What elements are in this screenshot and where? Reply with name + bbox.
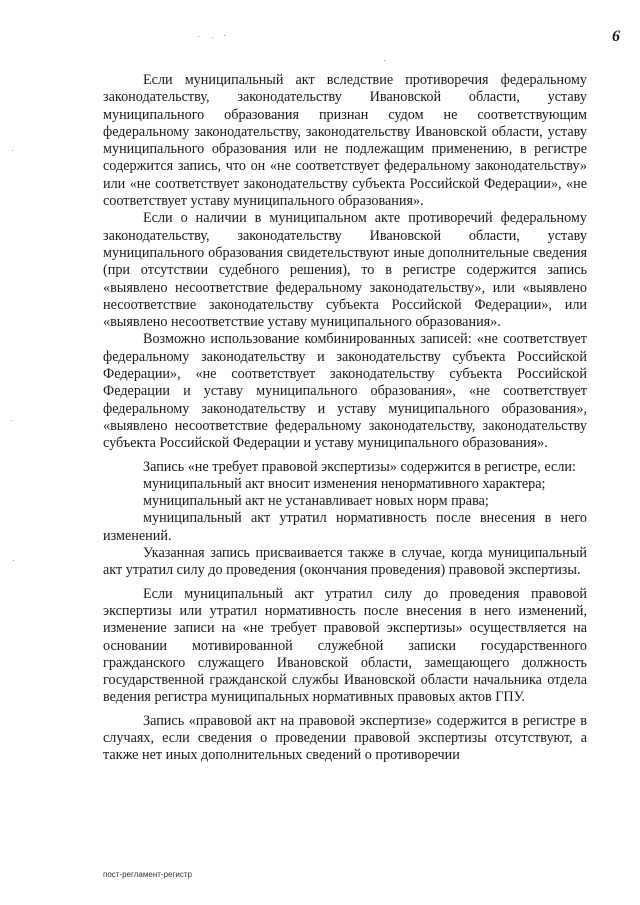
paragraph-additional-info: Если о наличии в муниципальном акте противоречий федеральному законодательству, законодательству Ивановской области, уставу муниципального образования свидетельствуют иные дополнительные сведения (при отсутствии судебного решения), то в регистре содержится запись «выявлено несоответствие федеральному законодательству», или «выявлено несоответствие законодательству субъекта Российской Федерации», или «выявлено несоответствие уставу муниципального образования». [103, 210, 587, 331]
scan-speck [384, 60, 385, 61]
document-footer: пост-регламент-регистр [103, 870, 192, 879]
scan-speck [224, 35, 225, 36]
paragraph-no-expertise-intro: Запись «не требует правовой экспертизы» содержится в регистре, если: [143, 458, 576, 475]
page-number: 6 [612, 28, 620, 45]
scan-speck [348, 365, 349, 366]
list-item-lost-normativity: муниципальный акт утратил нормативность после внесения в него изменений. [103, 510, 587, 544]
scan-speck [13, 560, 14, 561]
paragraph-combined-records: Возможно использование комбинированных записей: «не соответствует федеральному законодательству и законодательству субъекта Российской Федерации», «не соответствует законодательству субъекта Российской Федерации и уставу муниципального образования», «не соответствует федеральному законодательству и уставу муниципального образования», «выявлено несоответствие федеральному законодательству, законодательству субъекта Российской Федерации и уставу муниципального образования». [103, 331, 587, 452]
list-item-nonnormative-changes: муниципальный акт вносит изменения ненормативного характера; [143, 475, 546, 492]
paragraph-under-expertise: Запись «правовой акт на правовой экспертизе» содержится в регистре в случаях, если сведения о проведении правовой экспертизы отсутствуют, а также нет иных дополнительных сведений о противоречии [103, 712, 587, 764]
paragraph-record-change-basis: Если муниципальный акт утратил силу до проведения правовой экспертизы или утратил нормативность после внесения в него изменений, изменение записи на «не требует правовой экспертизы» осуществляется на основании мотивированной служебной записки государственного гражданского служащего Ивановской области, замещающего должность государственной гражданской службы Ивановской области начальника отдела ведения регистра муниципальных нормативных правовых актов ГПУ. [103, 585, 587, 706]
list-item-no-new-norms: муниципальный акт не устанавливает новых норм права; [143, 493, 489, 510]
document-body [103, 72, 587, 765]
scan-speck [198, 36, 199, 37]
paragraph-record-also-assigned: Указанная запись присваивается также в случае, когда муниципальный акт утратил силу до проведения (окончания проведения) правовой экспертизы. [103, 545, 587, 579]
paragraph-court-decision: Если муниципальный акт вследствие противоречия федеральному законодательству, законодательству Ивановской области, уставу муниципального образования признан судом не соответствующим федеральному законодательству, законодательству Ивановской области, уставу муниципального образования или не подлежащим применению, в регистре содержится запись, что он «не соответствует федеральному законодательству» или «не соответствует законодательству субъекта Российской Федерации», «не соответствует уставу муниципального образования». [103, 72, 587, 210]
scan-speck [11, 420, 12, 421]
scan-speck [12, 150, 13, 151]
scan-speck [212, 37, 213, 38]
